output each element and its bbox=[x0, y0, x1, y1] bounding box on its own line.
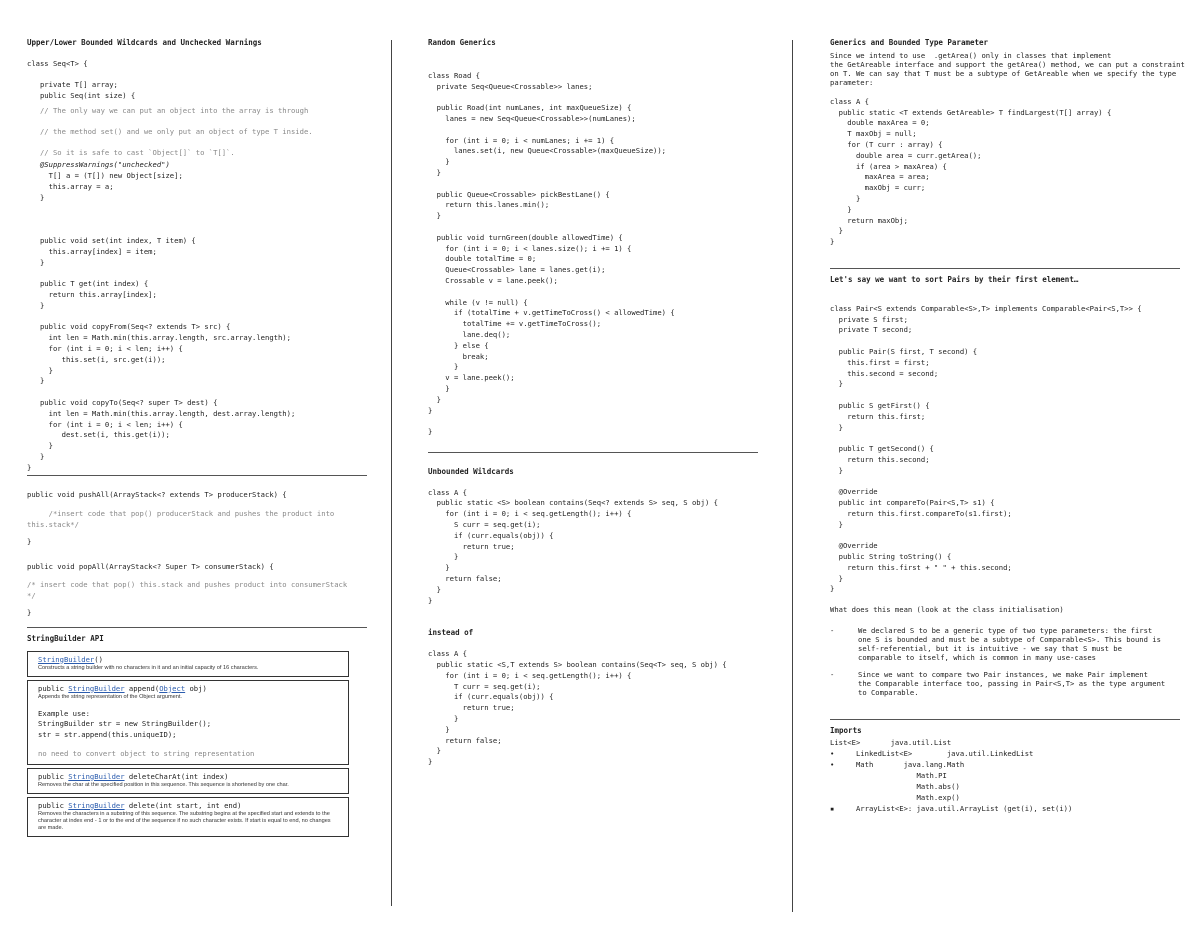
bounded-code: class A { public static <T extends GetAreable> T findLargest(T[] array) { double maxArea = 0; T maxObj = null; for (T curr : array) { double area = curr.getArea(); if (area > maxArea) { maxArea = area; maxObj = curr; } } return maxObj; } } bbox=[830, 96, 1112, 247]
signature-text: public bbox=[38, 771, 69, 781]
signature-text: deleteCharAt(int index) bbox=[124, 771, 229, 781]
popall-end: } bbox=[27, 608, 32, 618]
unbounded-code: class A { public static <S> boolean contains(Seq<? extends S> seq, S obj) { for (int i = 0; i < seq.getLength(); i++) { S curr = seq.get(i); if (curr.equals(obj)) { return true; } } return false; } } bbox=[428, 487, 718, 605]
divider bbox=[27, 627, 367, 628]
section-heading-stringbuilder: StringBuilder API bbox=[27, 633, 104, 643]
signature-text: delete(int start, int end) bbox=[124, 800, 242, 810]
pair-code: class Pair<S extends Comparable<S>,T> implements Comparable<Pair<S,T>> { private S first; private T second; public Pair(S first, T second) { this.first = first; this.second = second; } public S getFirst() { return this.first; } public T getSecond() { return this.second; } @Override public int compareTo(Pair<S,T> s1) { return this.first.compareTo(s1.first); } @Override public String toString() { return this.first + " " + this.second; } } bbox=[830, 303, 1142, 594]
seq-annotation: @SuppressWarnings("unchecked") bbox=[27, 160, 170, 170]
section-heading-sort-pairs: Let's say we want to sort Pairs by their first element… bbox=[830, 274, 1079, 284]
seq-comment-1: // The only way we can put an object into the array is through bbox=[27, 105, 309, 115]
api-entry-append bbox=[27, 680, 349, 765]
section-heading-instead-of: instead of bbox=[428, 628, 474, 638]
bullet-marker: - bbox=[830, 670, 835, 680]
stringbuilder-link[interactable]: StringBuilder bbox=[68, 771, 125, 781]
question-text: What does this mean (look at the class initialisation) bbox=[830, 605, 1064, 615]
pushall-end: } bbox=[27, 536, 32, 546]
divider bbox=[27, 475, 367, 476]
divider bbox=[830, 268, 1180, 269]
signature-text: public bbox=[38, 683, 69, 693]
section-heading-wildcards: Upper/Lower Bounded Wildcards and Unchecked Warnings bbox=[27, 38, 262, 47]
divider bbox=[428, 452, 758, 453]
seq-comment-2: // the method set() and we only put an object of type T inside. bbox=[27, 126, 313, 136]
pushall-comment: /*insert code that pop() producerStack and pushes the product into this.stack*/ bbox=[27, 509, 335, 530]
api-entry-deletecharat bbox=[27, 768, 349, 794]
instead-of-code: class A { public static <S,T extends S> boolean contains(Seq<T> seq, S obj) { for (int i = 0; i < seq.getLength(); i++) { T curr = seq.get(i); if (curr.equals(obj)) { return true; } } return false; } } bbox=[428, 649, 727, 767]
bullet-item bbox=[830, 626, 1180, 662]
append-example: Example use: StringBuilder str = new StringBuilder(); str = str.append(this.uniqueID); bbox=[38, 708, 212, 740]
pushall-signature: public void pushAll(ArrayStack<? extends T> producerStack) { bbox=[27, 490, 287, 500]
divider bbox=[830, 719, 1180, 720]
seq-code-part-b: T[] a = (T[]) new Object[size]; this.array = a; } public void set(int index, T item) { this.array[index] = item; } public T get(int index) { return this.array[index]; } public void copyFrom(Seq<? extends T> src) { int len = Math.min(this.array.length, src.array.length); for (int i = 0; i < len; i++) { this.set(i, src.get(i)); } } public void copyTo(Seq<? super T> dest) { int len = Math.min(this.array.length, dest.array.length); for (int i = 0; i < len; i++) { dest.set(i, this.get(i)); } } } bbox=[27, 171, 296, 472]
bullet-item bbox=[830, 670, 1180, 697]
section-heading-bounded-type: Generics and Bounded Type Parameter bbox=[830, 38, 989, 47]
column-2 bbox=[428, 36, 758, 768]
seq-comment-3: // So it is safe to cast `Object[]` to `T[]`. bbox=[27, 147, 235, 157]
section-heading-imports: Imports bbox=[830, 726, 862, 736]
column-3 bbox=[830, 36, 1185, 814]
column-divider-2 bbox=[792, 40, 793, 912]
bullet-marker: - bbox=[830, 626, 835, 636]
api-entry-delete bbox=[27, 797, 349, 837]
column-divider-1 bbox=[391, 40, 392, 906]
stringbuilder-link[interactable]: StringBuilder bbox=[38, 654, 95, 664]
signature-text: obj) bbox=[185, 683, 207, 693]
signature-text: append( bbox=[124, 683, 160, 693]
section-heading-random-generics: Random Generics bbox=[428, 38, 496, 47]
api-description: Removes the char at the specified position in this sequence. This sequence is shortened by one char. bbox=[38, 781, 289, 788]
seq-code-part-a: class Seq<T> { private T[] array; public Seq(int size) { bbox=[27, 58, 136, 101]
popall-comment: /* insert code that pop() this.stack and pushes product into consumerStack */ bbox=[27, 580, 348, 601]
bounded-intro: Since we intend to use .getArea() only in classes that implement the GetAreable interface and support the getArea() method, we can put a constraint on T. We can say that T must be a subtype of GetAreable when we specify the type parameter: bbox=[830, 50, 1185, 87]
api-description: Constructs a string builder with no characters in it and an initial capacity of 16 characters. bbox=[38, 664, 259, 671]
bullet-text: Since we want to compare two Pair instances, we make Pair implement the Comparable interface too, passing in Pair<S,T> as the type argument to Comparable. bbox=[858, 670, 1166, 698]
signature-text: public bbox=[38, 800, 69, 810]
api-description: Appends the string representation of the Object argument. bbox=[38, 693, 182, 700]
api-description: Removes the characters in a substring of this sequence. The substring begins at the specified start and extends to the character at index end - 1 or to the end of the sequence if no such character exists. If start is equal to end, no changes are made. bbox=[38, 810, 331, 831]
api-entry-constructor bbox=[27, 651, 349, 677]
object-link[interactable]: Object bbox=[159, 683, 186, 693]
append-note: no need to convert object to string representation bbox=[38, 749, 255, 759]
road-code: class Road { private Seq<Queue<Crossable>> lanes; public Road(int numLanes, int maxQueueSize) { lanes = new Seq<Queue<Crossable>>(numLanes); for (int i = 0; i < numLanes; i += 1) { lanes.set(i, new Queue<Crossable>(maxQueueSize)); } } public Queue<Crossable> pickBestLane() { return this.lanes.min(); } public void turnGreen(double allowedTime) { for (int i = 0; i < lanes.size(); i += 1) { double totalTime = 0; Queue<Crossable> lane = lanes.get(i); Crossable v = lane.peek(); while (v != null) { if (totalTime + v.getTimeToCross() < allowedTime) { totalTime += v.getTimeToCross(); lane.deq(); } else { break; } v = lane.peek(); } } } } bbox=[428, 70, 675, 437]
imports-list: List<E> java.util.List • LinkedList<E> java.util.LinkedList • Math java.lang.Math Math.PI Math.abs() Math.exp() ▪ ArrayList<E>: java.util.ArrayList (get(i), set(i)) bbox=[830, 738, 1073, 814]
column-1 bbox=[27, 36, 367, 840]
stringbuilder-link[interactable]: StringBuilder bbox=[68, 683, 125, 693]
popall-signature: public void popAll(ArrayStack<? Super T> consumerStack) { bbox=[27, 561, 274, 571]
section-heading-unbounded: Unbounded Wildcards bbox=[428, 466, 514, 476]
stringbuilder-link[interactable]: StringBuilder bbox=[68, 800, 125, 810]
bullet-text: We declared S to be a generic type of two type parameters: the first one S is bounded and must be a subtype of Comparable<S>. This bound is self-referential, but it is intuitive - we say that S must be comparable to itself, which is common in many use-cases bbox=[858, 626, 1161, 663]
signature-text: () bbox=[94, 654, 103, 664]
